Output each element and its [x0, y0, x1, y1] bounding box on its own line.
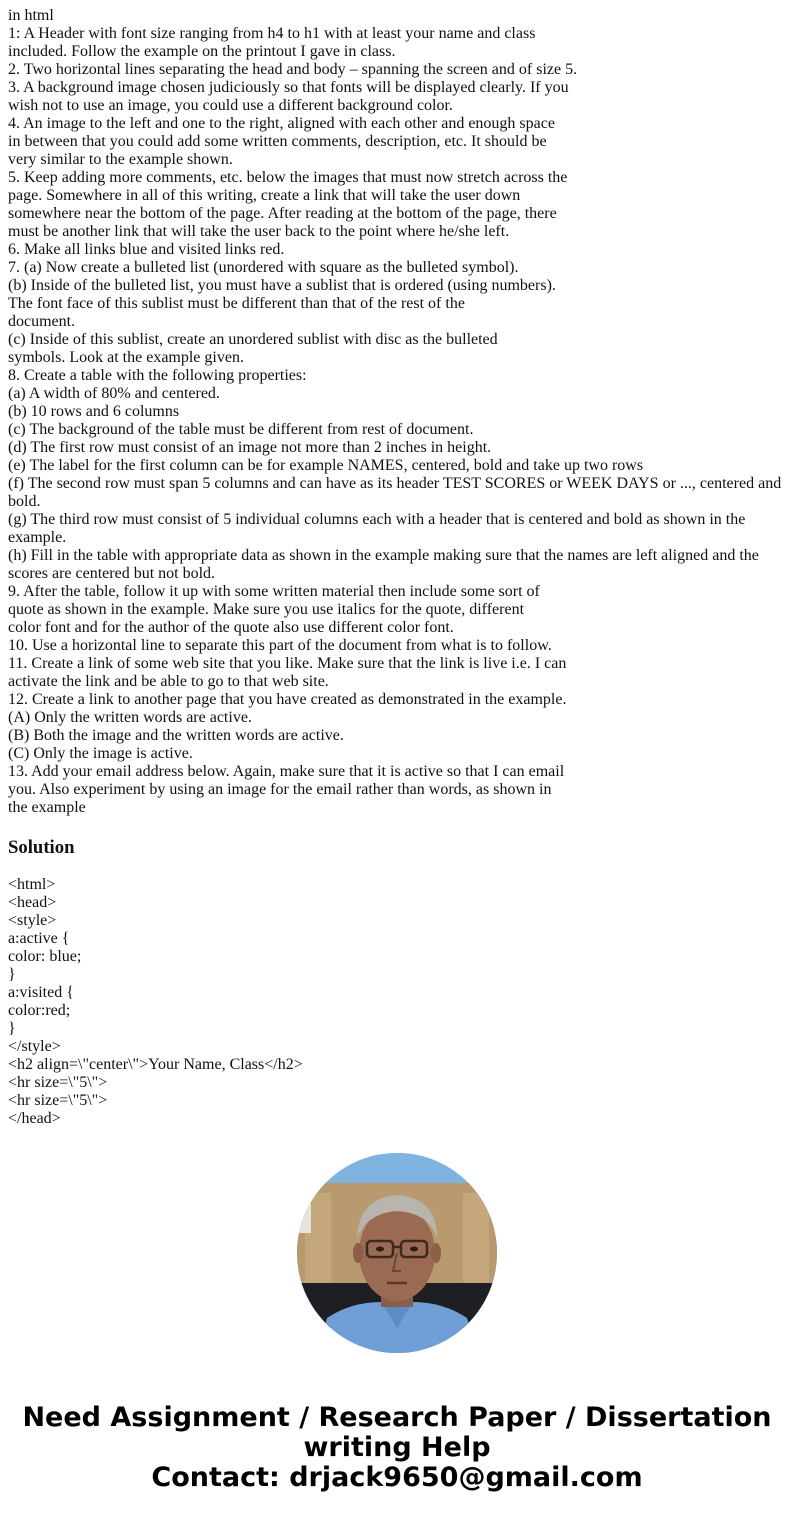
question-line: activate the link and be able to go to that web site. — [8, 673, 329, 690]
question-line: (A) Only the written words are active. — [8, 709, 252, 726]
question-line: the example — [8, 799, 86, 816]
question-line: must be another link that will take the user back to the point where he/she left. — [8, 223, 510, 240]
question-line: 9. After the table, follow it up with some written material then include some sort of — [8, 583, 540, 600]
question-line: 10. Use a horizontal line to separate this part of the document from what is to follow. — [8, 637, 552, 654]
question-line: (g) The third row must consist of 5 individual columns each with a header that is centered and bold as shown in the — [8, 511, 746, 528]
code-line: a:active { — [8, 930, 70, 947]
question-line: (B) Both the image and the written words are active. — [8, 727, 344, 744]
question-text — [8, 7, 794, 817]
code-line: </head> — [8, 1110, 61, 1123]
avatar — [297, 1153, 497, 1353]
code-line: <h2 align=\"center\">Your Name, Class</h2> — [8, 1056, 303, 1073]
code-line: color: blue; — [8, 948, 82, 965]
question-line: 1: A Header with font size ranging from h4 to h1 with at least your name and class — [8, 25, 536, 42]
question-line: 8. Create a table with the following properties: — [8, 367, 307, 384]
question-line: (C) Only the image is active. — [8, 745, 193, 762]
question-line: (a) A width of 80% and centered. — [8, 385, 220, 402]
question-line: The font face of this sublist must be different than that of the rest of the — [8, 295, 465, 312]
question-line: bold. — [8, 493, 41, 510]
question-line: included. Follow the example on the printout I gave in class. — [8, 43, 396, 60]
question-line: 5. Keep adding more comments, etc. below the images that must now stretch across the — [8, 169, 568, 186]
question-line: in between that you could add some written comments, description, etc. It should be — [8, 133, 547, 150]
question-line: (b) 10 rows and 6 columns — [8, 403, 180, 420]
question-line: 12. Create a link to another page that you have created as demonstrated in the example. — [8, 691, 567, 708]
code-line: <html> — [8, 876, 56, 893]
question-line: wish not to use an image, you could use a different background color. — [8, 97, 453, 114]
promo-banner — [0, 1403, 794, 1493]
question-line: quote as shown in the example. Make sure you use italics for the quote, different — [8, 601, 525, 618]
solution-heading: Solution — [8, 837, 75, 858]
question-line: symbols. Look at the example given. — [8, 349, 244, 366]
question-line: (h) Fill in the table with appropriate data as shown in the example making sure that the names are left aligned and the — [8, 547, 759, 564]
question-line: (d) The first row must consist of an image not more than 2 inches in height. — [8, 439, 492, 456]
code-line: a:visited { — [8, 984, 74, 1001]
question-line: 13. Add your email address below. Again, make sure that it is active so that I can email — [8, 763, 565, 780]
code-line: </style> — [8, 1038, 61, 1055]
question-line: scores are centered but not bold. — [8, 565, 216, 582]
code-line: color:red; — [8, 1002, 71, 1019]
question-line: very similar to the example shown. — [8, 151, 233, 168]
code-line: <hr size=\"5\"> — [8, 1092, 108, 1109]
promo-line-2: writing Help — [303, 1432, 491, 1463]
code-line: <style> — [8, 912, 57, 929]
question-line: you. Also experiment by using an image for the email rather than words, as shown in — [8, 781, 552, 798]
question-line: 6. Make all links blue and visited links red. — [8, 241, 285, 258]
code-line: <hr size=\"5\"> — [8, 1074, 108, 1091]
question-line: 7. (a) Now create a bulleted list (unordered with square as the bulleted symbol). — [8, 259, 519, 276]
question-line: 3. A background image chosen judiciously so that fonts will be displayed clearly. If you — [8, 79, 569, 96]
promo-contact: Contact: drjack9650@gmail.com — [151, 1462, 643, 1493]
solution-code — [8, 876, 788, 1123]
question-line: somewhere near the bottom of the page. After reading at the bottom of the page, there — [8, 205, 557, 222]
question-line: (f) The second row must span 5 columns and can have as its header TEST SCORES or WEEK DAYS or ..., centered and — [8, 475, 782, 492]
question-line: example. — [8, 529, 67, 546]
question-line: (c) The background of the table must be different from rest of document. — [8, 421, 474, 438]
question-line: in html — [8, 7, 54, 24]
question-line: 11. Create a link of some web site that you like. Make sure that the link is live i.e. I can — [8, 655, 567, 672]
promo-line-1: Need Assignment / Research Paper / Dissertation — [22, 1402, 772, 1433]
question-line: 4. An image to the left and one to the right, aligned with each other and enough space — [8, 115, 555, 132]
question-line: page. Somewhere in all of this writing, create a link that will take the user down — [8, 187, 521, 204]
question-line: (b) Inside of the bulleted list, you must have a sublist that is ordered (using numbers). — [8, 277, 556, 294]
question-line: document. — [8, 313, 76, 330]
code-line: } — [8, 1020, 16, 1037]
question-line: 2. Two horizontal lines separating the head and body – spanning the screen and of size 5. — [8, 61, 578, 78]
code-line: <head> — [8, 894, 57, 911]
question-line: (c) Inside of this sublist, create an unordered sublist with disc as the bulleted — [8, 331, 498, 348]
question-line: (e) The label for the first column can be for example NAMES, centered, bold and take up two rows — [8, 457, 644, 474]
question-line: color font and for the author of the quote also use different color font. — [8, 619, 454, 636]
code-line: } — [8, 966, 16, 983]
avatar-portrait-icon — [297, 1153, 497, 1353]
